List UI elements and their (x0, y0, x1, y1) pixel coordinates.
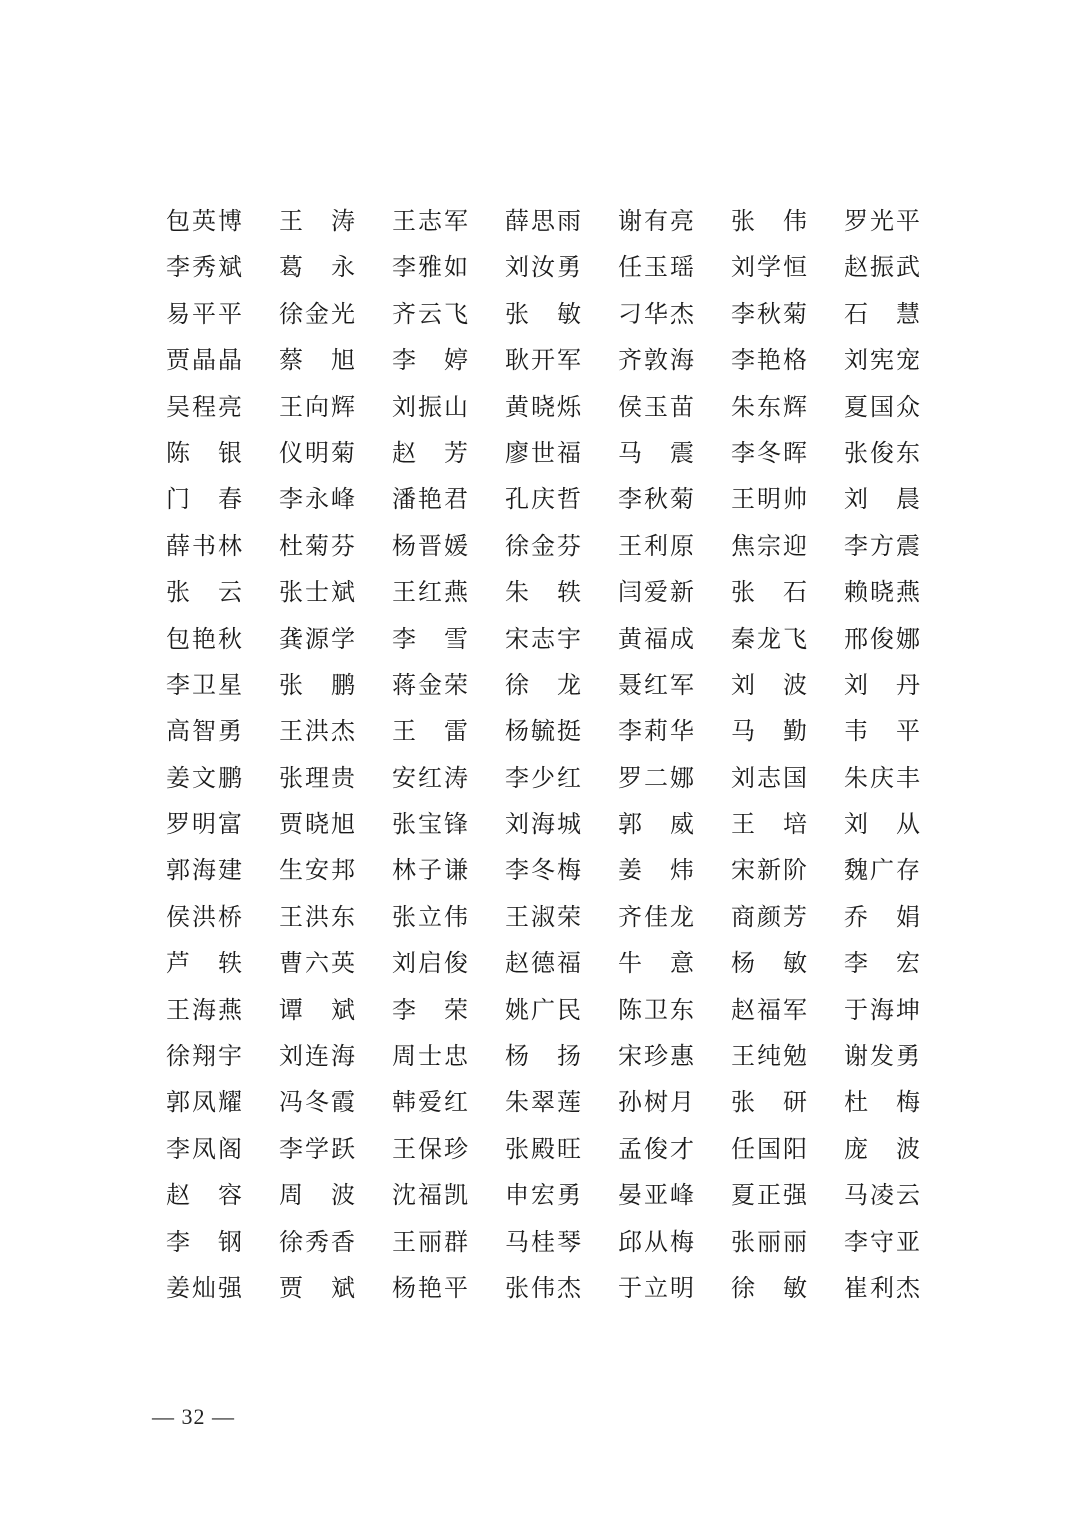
page-number: — 32 — (152, 1404, 235, 1429)
name-entry: 宋 新 阶 (731, 856, 807, 885)
name-entry: 杨 毓 挺 (505, 717, 581, 746)
name-entry: 郭 凤 耀 (166, 1088, 242, 1117)
name-entry: 贾 晶 晶 (166, 346, 242, 375)
name-entry: 李 婷 (392, 346, 468, 375)
name-entry: 郭 威 (618, 810, 694, 839)
name-entry: 于 立 明 (618, 1273, 694, 1302)
name-entry: 韩 爱 红 (392, 1088, 468, 1117)
name-entry: 齐 佳 龙 (618, 902, 694, 931)
name-entry: 李 卫 星 (166, 670, 242, 699)
name-entry: 孟 俊 才 (618, 1134, 694, 1163)
name-entry: 包 英 博 (166, 207, 242, 235)
name-entry: 李 钢 (166, 1227, 242, 1256)
name-entry: 刘 汝 勇 (505, 253, 581, 282)
name-entry: 宋 珍 惠 (618, 1042, 694, 1071)
name-entry: 聂 红 军 (618, 670, 694, 699)
name-entry: 魏 广 存 (844, 856, 920, 885)
name-entry: 任 国 阳 (731, 1134, 807, 1163)
name-entry: 刘 从 (844, 810, 920, 839)
name-entry: 张 立 伟 (392, 902, 468, 931)
name-entry: 宋 志 宇 (505, 624, 581, 653)
name-entry: 谢 发 勇 (844, 1042, 920, 1071)
name-entry: 闫 爱 新 (618, 578, 694, 607)
name-entry: 李 秋 菊 (731, 299, 807, 328)
name-entry: 晏 亚 峰 (618, 1181, 694, 1210)
name-entry: 张 伟 杰 (505, 1273, 581, 1302)
name-entry: 李 学 跃 (279, 1134, 355, 1163)
name-entry: 徐 秀 香 (279, 1227, 355, 1256)
name-entry: 王 海 燕 (166, 995, 242, 1024)
name-entry: 易 平 平 (166, 299, 242, 328)
name-entry: 乔 娟 (844, 902, 920, 931)
name-list-grid (166, 198, 926, 1311)
name-entry: 冯 冬 霞 (279, 1088, 355, 1117)
name-entry: 齐 敦 海 (618, 346, 694, 375)
name-entry: 李 艳 格 (731, 346, 807, 375)
name-entry: 商 颜 芳 (731, 902, 807, 931)
name-entry: 李 冬 梅 (505, 856, 581, 885)
name-entry: 马 震 (618, 438, 694, 467)
name-entry: 葛 永 (279, 253, 355, 282)
name-entry: 庞 波 (844, 1134, 920, 1163)
name-entry: 王 向 辉 (279, 392, 355, 421)
name-entry: 杨 晋 媛 (392, 531, 468, 560)
name-entry: 包 艳 秋 (166, 624, 242, 653)
name-entry: 王 涛 (279, 207, 355, 235)
name-entry: 蒋 金 荣 (392, 670, 468, 699)
name-entry: 李 冬 晖 (731, 438, 807, 467)
name-entry: 刘 志 国 (731, 763, 807, 792)
name-entry: 杜 梅 (844, 1088, 920, 1117)
name-entry: 李 秋 菊 (618, 485, 694, 514)
name-entry: 陈 银 (166, 438, 242, 467)
name-entry: 崔 利 杰 (844, 1273, 920, 1302)
name-entry: 马 勤 (731, 717, 807, 746)
name-entry: 石 慧 (844, 299, 920, 328)
name-entry: 于 海 坤 (844, 995, 920, 1024)
name-entry: 黄 晓 烁 (505, 392, 581, 421)
name-entry: 王 明 帅 (731, 485, 807, 514)
name-entry: 刘 宪 宠 (844, 346, 920, 375)
name-entry: 王 丽 群 (392, 1227, 468, 1256)
name-entry: 王 淑 荣 (505, 902, 581, 931)
name-entry: 李 雪 (392, 624, 468, 653)
name-entry: 蔡 旭 (279, 346, 355, 375)
name-entry: 张 理 贵 (279, 763, 355, 792)
name-entry: 马 凌 云 (844, 1181, 920, 1210)
name-entry: 王 雷 (392, 717, 468, 746)
name-entry: 邢 俊 娜 (844, 624, 920, 653)
name-entry: 罗 光 平 (844, 207, 920, 235)
name-entry: 仪 明 菊 (279, 438, 355, 467)
name-entry: 生 安 邦 (279, 856, 355, 885)
name-entry: 夏 正 强 (731, 1181, 807, 1210)
name-entry: 杨 艳 平 (392, 1273, 468, 1302)
name-entry: 王 洪 东 (279, 902, 355, 931)
name-entry: 王 红 燕 (392, 578, 468, 607)
name-entry: 李 方 震 (844, 531, 920, 560)
name-entry: 王 纯 勉 (731, 1042, 807, 1071)
name-entry: 王 培 (731, 810, 807, 839)
name-entry: 龚 源 学 (279, 624, 355, 653)
name-entry: 侯 玉 苗 (618, 392, 694, 421)
name-entry: 刁 华 杰 (618, 299, 694, 328)
name-entry: 张 鹏 (279, 670, 355, 699)
name-entry: 薛 书 林 (166, 531, 242, 560)
name-entry: 任 玉 瑶 (618, 253, 694, 282)
name-entry: 薛 思 雨 (505, 207, 581, 235)
name-entry: 赵 德 福 (505, 949, 581, 978)
name-entry: 李 秀 斌 (166, 253, 242, 282)
name-entry: 孙 树 月 (618, 1088, 694, 1117)
name-entry: 姚 广 民 (505, 995, 581, 1024)
name-entry: 徐 敏 (731, 1273, 807, 1302)
name-entry: 耿 开 军 (505, 346, 581, 375)
name-entry: 姜 炜 (618, 856, 694, 885)
name-entry: 焦 宗 迎 (731, 531, 807, 560)
name-entry: 黄 福 成 (618, 624, 694, 653)
name-entry: 曹 六 英 (279, 949, 355, 978)
name-entry: 刘 连 海 (279, 1042, 355, 1071)
name-entry: 赵 振 武 (844, 253, 920, 282)
name-entry: 张 研 (731, 1088, 807, 1117)
name-entry: 赵 福 军 (731, 995, 807, 1024)
name-entry: 张 俊 东 (844, 438, 920, 467)
name-entry: 刘 海 城 (505, 810, 581, 839)
name-entry: 刘 丹 (844, 670, 920, 699)
name-entry: 张 士 斌 (279, 578, 355, 607)
name-entry: 李 莉 华 (618, 717, 694, 746)
name-entry: 安 红 涛 (392, 763, 468, 792)
name-entry: 刘 波 (731, 670, 807, 699)
name-entry: 李 宏 (844, 949, 920, 978)
name-entry: 廖 世 福 (505, 438, 581, 467)
name-entry: 朱 庆 丰 (844, 763, 920, 792)
name-entry: 牛 意 (618, 949, 694, 978)
name-entry: 朱 翠 莲 (505, 1088, 581, 1117)
name-entry: 马 桂 琴 (505, 1227, 581, 1256)
name-entry: 贾 晓 旭 (279, 810, 355, 839)
name-entry: 吴 程 亮 (166, 392, 242, 421)
name-entry: 孔 庆 哲 (505, 485, 581, 514)
name-entry: 张 宝 锋 (392, 810, 468, 839)
name-entry: 张 敏 (505, 299, 581, 328)
name-entry: 沈 福 凯 (392, 1181, 468, 1210)
name-entry: 徐 金 芬 (505, 531, 581, 560)
name-entry: 朱 轶 (505, 578, 581, 607)
name-entry: 韦 平 (844, 717, 920, 746)
name-entry: 贾 斌 (279, 1273, 355, 1302)
name-entry: 刘 晨 (844, 485, 920, 514)
name-entry: 王 保 珍 (392, 1134, 468, 1163)
name-entry: 李 雅 如 (392, 253, 468, 282)
name-entry: 张 石 (731, 578, 807, 607)
name-entry: 赵 容 (166, 1181, 242, 1210)
name-entry: 张 云 (166, 578, 242, 607)
name-entry: 朱 东 辉 (731, 392, 807, 421)
name-entry: 徐 龙 (505, 670, 581, 699)
name-entry: 申 宏 勇 (505, 1181, 581, 1210)
name-entry: 赵 芳 (392, 438, 468, 467)
name-entry: 姜 灿 强 (166, 1273, 242, 1302)
name-entry: 王 志 军 (392, 207, 468, 235)
name-entry: 赖 晓 燕 (844, 578, 920, 607)
name-entry: 谭 斌 (279, 995, 355, 1024)
name-entry: 芦 轶 (166, 949, 242, 978)
name-entry: 门 春 (166, 485, 242, 514)
name-entry: 刘 学 恒 (731, 253, 807, 282)
name-entry: 陈 卫 东 (618, 995, 694, 1024)
name-entry: 李 永 峰 (279, 485, 355, 514)
name-entry: 谢 有 亮 (618, 207, 694, 235)
name-entry: 李 少 红 (505, 763, 581, 792)
name-entry: 侯 洪 桥 (166, 902, 242, 931)
name-entry: 齐 云 飞 (392, 299, 468, 328)
name-entry: 张 丽 丽 (731, 1227, 807, 1256)
name-entry: 罗 明 富 (166, 810, 242, 839)
name-entry: 夏 国 众 (844, 392, 920, 421)
name-entry: 潘 艳 君 (392, 485, 468, 514)
name-entry: 罗 二 娜 (618, 763, 694, 792)
name-entry: 邱 从 梅 (618, 1227, 694, 1256)
name-entry: 周 波 (279, 1181, 355, 1210)
name-entry: 徐 金 光 (279, 299, 355, 328)
name-entry: 王 利 原 (618, 531, 694, 560)
name-entry: 张 伟 (731, 207, 807, 235)
name-entry: 王 洪 杰 (279, 717, 355, 746)
name-entry: 徐 翔 宇 (166, 1042, 242, 1071)
name-entry: 刘 振 山 (392, 392, 468, 421)
name-entry: 姜 文 鹏 (166, 763, 242, 792)
name-entry: 周 士 忠 (392, 1042, 468, 1071)
name-entry: 杨 敏 (731, 949, 807, 978)
name-entry: 张 殿 旺 (505, 1134, 581, 1163)
name-entry: 刘 启 俊 (392, 949, 468, 978)
name-entry: 郭 海 建 (166, 856, 242, 885)
name-entry: 李 凤 阁 (166, 1134, 242, 1163)
name-entry: 林 子 谦 (392, 856, 468, 885)
name-entry: 秦 龙 飞 (731, 624, 807, 653)
name-entry: 高 智 勇 (166, 717, 242, 746)
name-entry: 李 荣 (392, 995, 468, 1024)
name-entry: 李 守 亚 (844, 1227, 920, 1256)
name-entry: 杜 菊 芬 (279, 531, 355, 560)
name-entry: 杨 扬 (505, 1042, 581, 1071)
